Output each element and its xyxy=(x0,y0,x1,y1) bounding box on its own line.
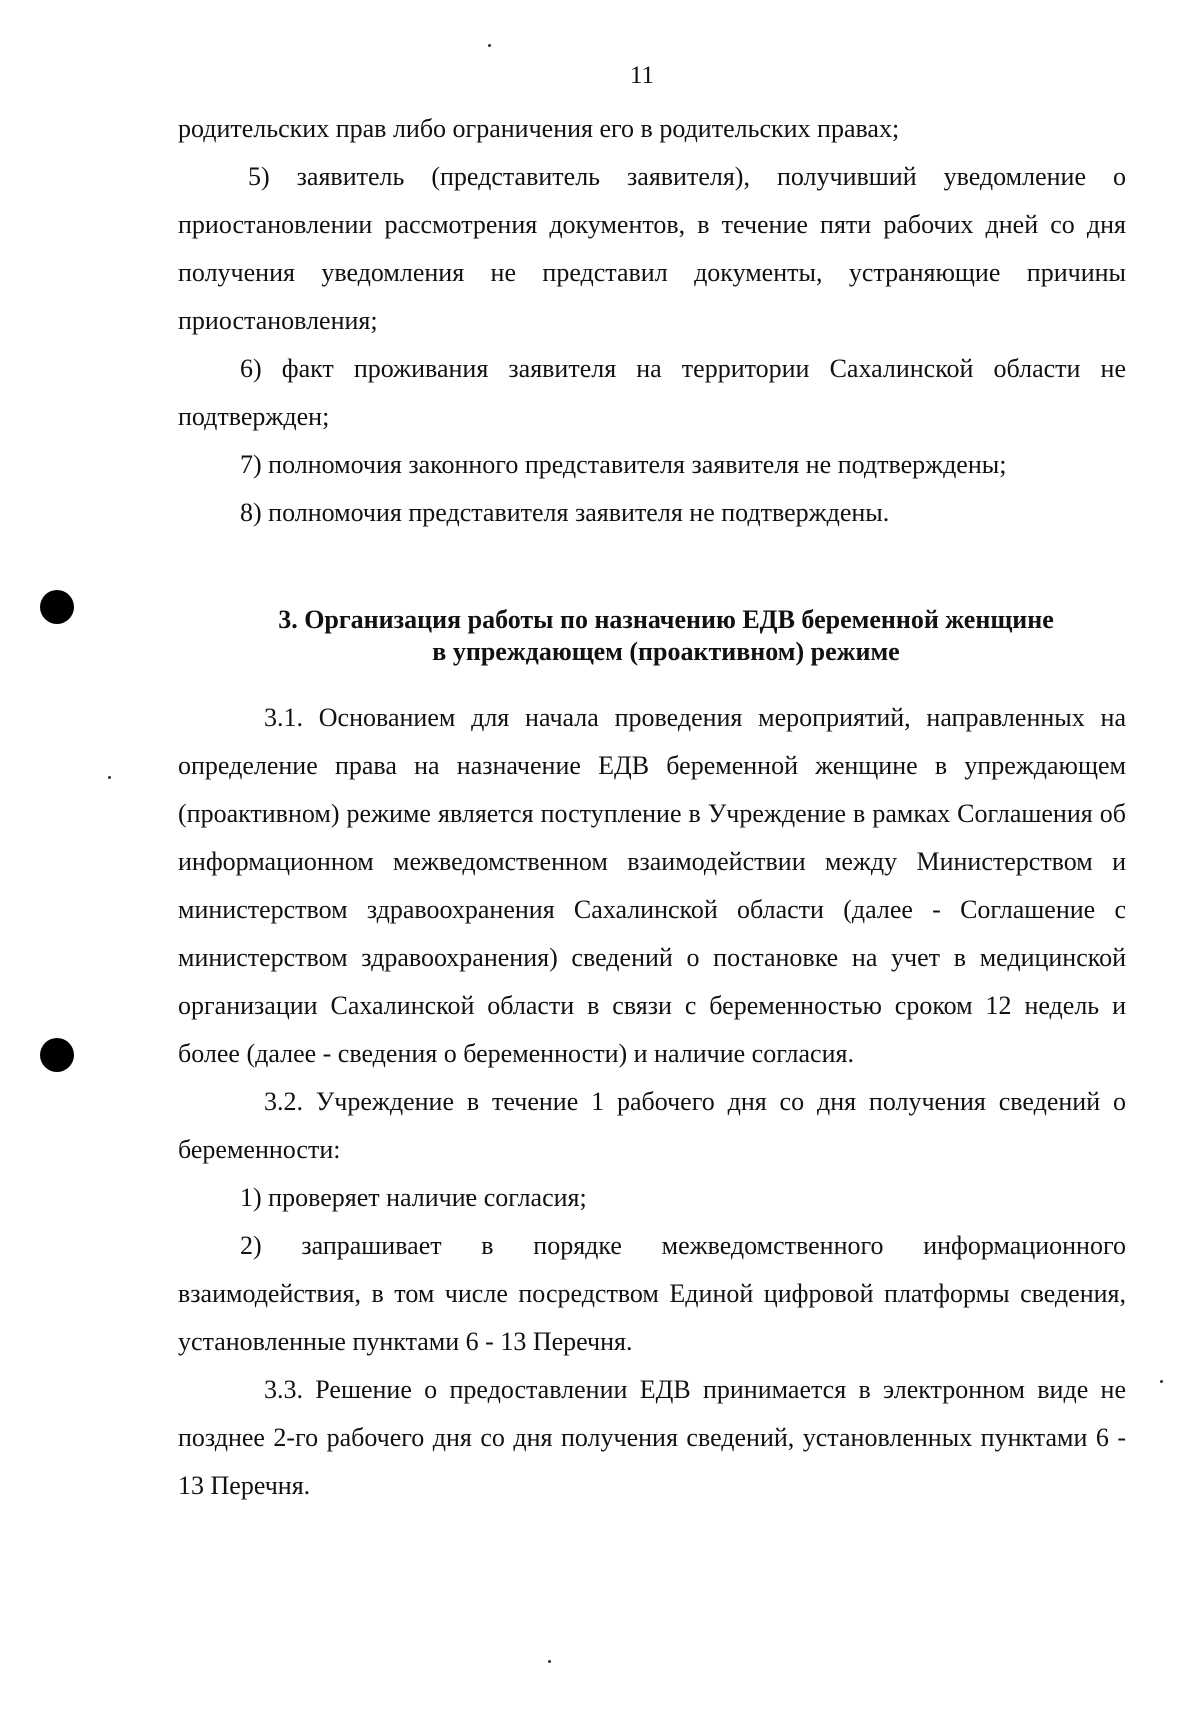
scan-speck xyxy=(1160,1380,1163,1383)
section-heading-line-2: в упреждающем (проактивном) режиме xyxy=(432,637,900,666)
section-heading-line-1: 3. Организация работы по назначению ЕДВ беременной женщине xyxy=(278,605,1054,634)
paragraph-3-2: 3.2. Учреждение в течение 1 рабочего дня со дня получения сведений о беременности: xyxy=(178,1087,1126,1164)
scan-speck xyxy=(548,1660,551,1663)
paragraph-3-2-item-2: 2) запрашивает в порядке межведомственного информационного взаимодействия, в том числе посредством Единой цифровой платформы сведения, установленные пунктами 6 - 13 Перечня. xyxy=(178,1231,1126,1356)
paragraph-item-6: 6) факт проживания заявителя на территории Сахалинской области не подтвержден; xyxy=(178,354,1126,431)
page-number: 11 xyxy=(629,62,655,89)
punch-hole-top xyxy=(40,590,74,624)
scan-speck xyxy=(488,44,491,47)
paragraph-continuation: родительских прав либо ограничения его в родительских правах; xyxy=(178,114,900,143)
paragraph-item-5: 5) заявитель (представитель заявителя), получивший уведомление о приостановлении рассмотрения документов, в течение пяти рабочих дней со дня получения уведомления не представил документы, устраняющие причины приостановления; xyxy=(178,162,1126,335)
paragraph-3-3: 3.3. Решение о предоставлении ЕДВ принимается в электронном виде не позднее 2-го рабочего дня со дня получения сведений, установленных пунктами 6 - 13 Перечня. xyxy=(178,1375,1126,1500)
scan-speck xyxy=(108,776,111,779)
paragraph-3-2-item-1: 1) проверяет наличие согласия; xyxy=(240,1183,587,1212)
paragraph-item-7: 7) полномочия законного представителя заявителя не подтверждены; xyxy=(240,450,1007,479)
section-heading xyxy=(178,604,1126,668)
paragraph-item-8: 8) полномочия представителя заявителя не подтверждены. xyxy=(240,498,890,527)
paragraph-3-1: 3.1. Основанием для начала проведения мероприятий, направленных на определение права на назначение ЕДВ беременной женщине в упреждающем (проактивном) режиме является поступление в Учреждение в рамках Соглашения об информационном межведомственном взаимодействии между Министерством и министерством здравоохранения Сахалинской области (далее - Соглашение с министерством здравоохранения) сведений о постановке на учет в медицинской организации Сахалинской области в связи с беременностью сроком 12 недель и более (далее - сведения о беременности) и наличие согласия. xyxy=(178,703,1126,1068)
body-text-block-1 xyxy=(178,105,1126,537)
body-text-block-2 xyxy=(178,694,1126,1510)
punch-hole-bottom xyxy=(40,1038,74,1072)
